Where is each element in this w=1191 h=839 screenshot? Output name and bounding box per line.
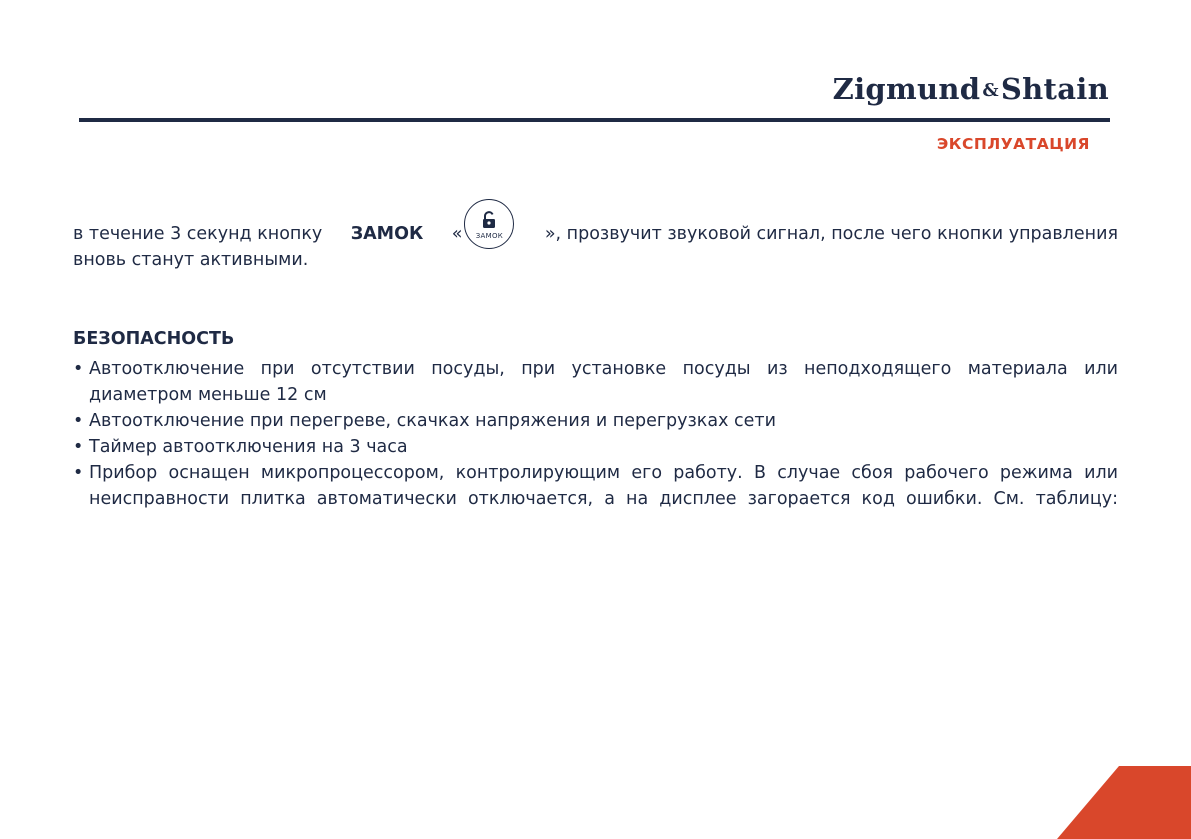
logo-ampersand: & [982, 80, 999, 101]
lock-button-illustration [464, 199, 514, 249]
corner-decoration [1057, 766, 1191, 839]
list-item [73, 408, 1118, 434]
quote-open: « [451, 224, 463, 244]
bullet-dot: • [73, 411, 84, 431]
bullet-dot: • [73, 463, 84, 483]
list-item-line: Автоотключение при перегреве, скачках напряжения и перегрузках сети [89, 411, 776, 431]
list-item [73, 434, 1118, 460]
intro-line-2: вновь станут активными. [73, 250, 309, 270]
intro-paragraph [73, 221, 1118, 273]
logo-word-zigmund: Zigmund [832, 72, 981, 106]
intro-text-before: в течение 3 секунд кнопку [73, 224, 323, 244]
unlocked-padlock-icon [481, 211, 497, 229]
header-rule [79, 118, 1110, 122]
list-item-line: неисправности плитка автоматически отключается, а на дисплее загорается код ошибки. См. таблицу: [89, 489, 1118, 509]
list-item [73, 460, 1118, 512]
brand-logo [833, 72, 1109, 106]
safety-heading: БЕЗОПАСНОСТЬ [73, 329, 235, 349]
list-item-line: Прибор оснащен микропроцессором, контролирующим его работу. В случае сбоя рабочего режима или [89, 463, 1118, 483]
bullet-dot: • [73, 359, 84, 379]
logo-word-shtain: Shtain [1000, 72, 1109, 106]
list-item [73, 356, 1118, 408]
section-title: ЭКСПЛУАТАЦИЯ [936, 135, 1090, 153]
list-item-line: Таймер автоотключения на 3 часа [89, 437, 408, 457]
intro-line-1 [73, 221, 1118, 247]
lock-button-label: ЗАМОК [350, 224, 424, 244]
lock-button-reference [452, 209, 517, 259]
list-item-line: Автоотключение при отсутствии посуды, при установке посуды из неподходящего материала или [89, 359, 1118, 379]
list-item-line: диаметром меньше 12 см [89, 385, 327, 405]
safety-list [73, 356, 1118, 512]
lock-button-caption: ЗАМОК [475, 232, 504, 240]
bullet-dot: • [73, 437, 84, 457]
intro-text-after: », прозвучит звуковой сигнал, после чего кнопки управления [544, 224, 1118, 244]
